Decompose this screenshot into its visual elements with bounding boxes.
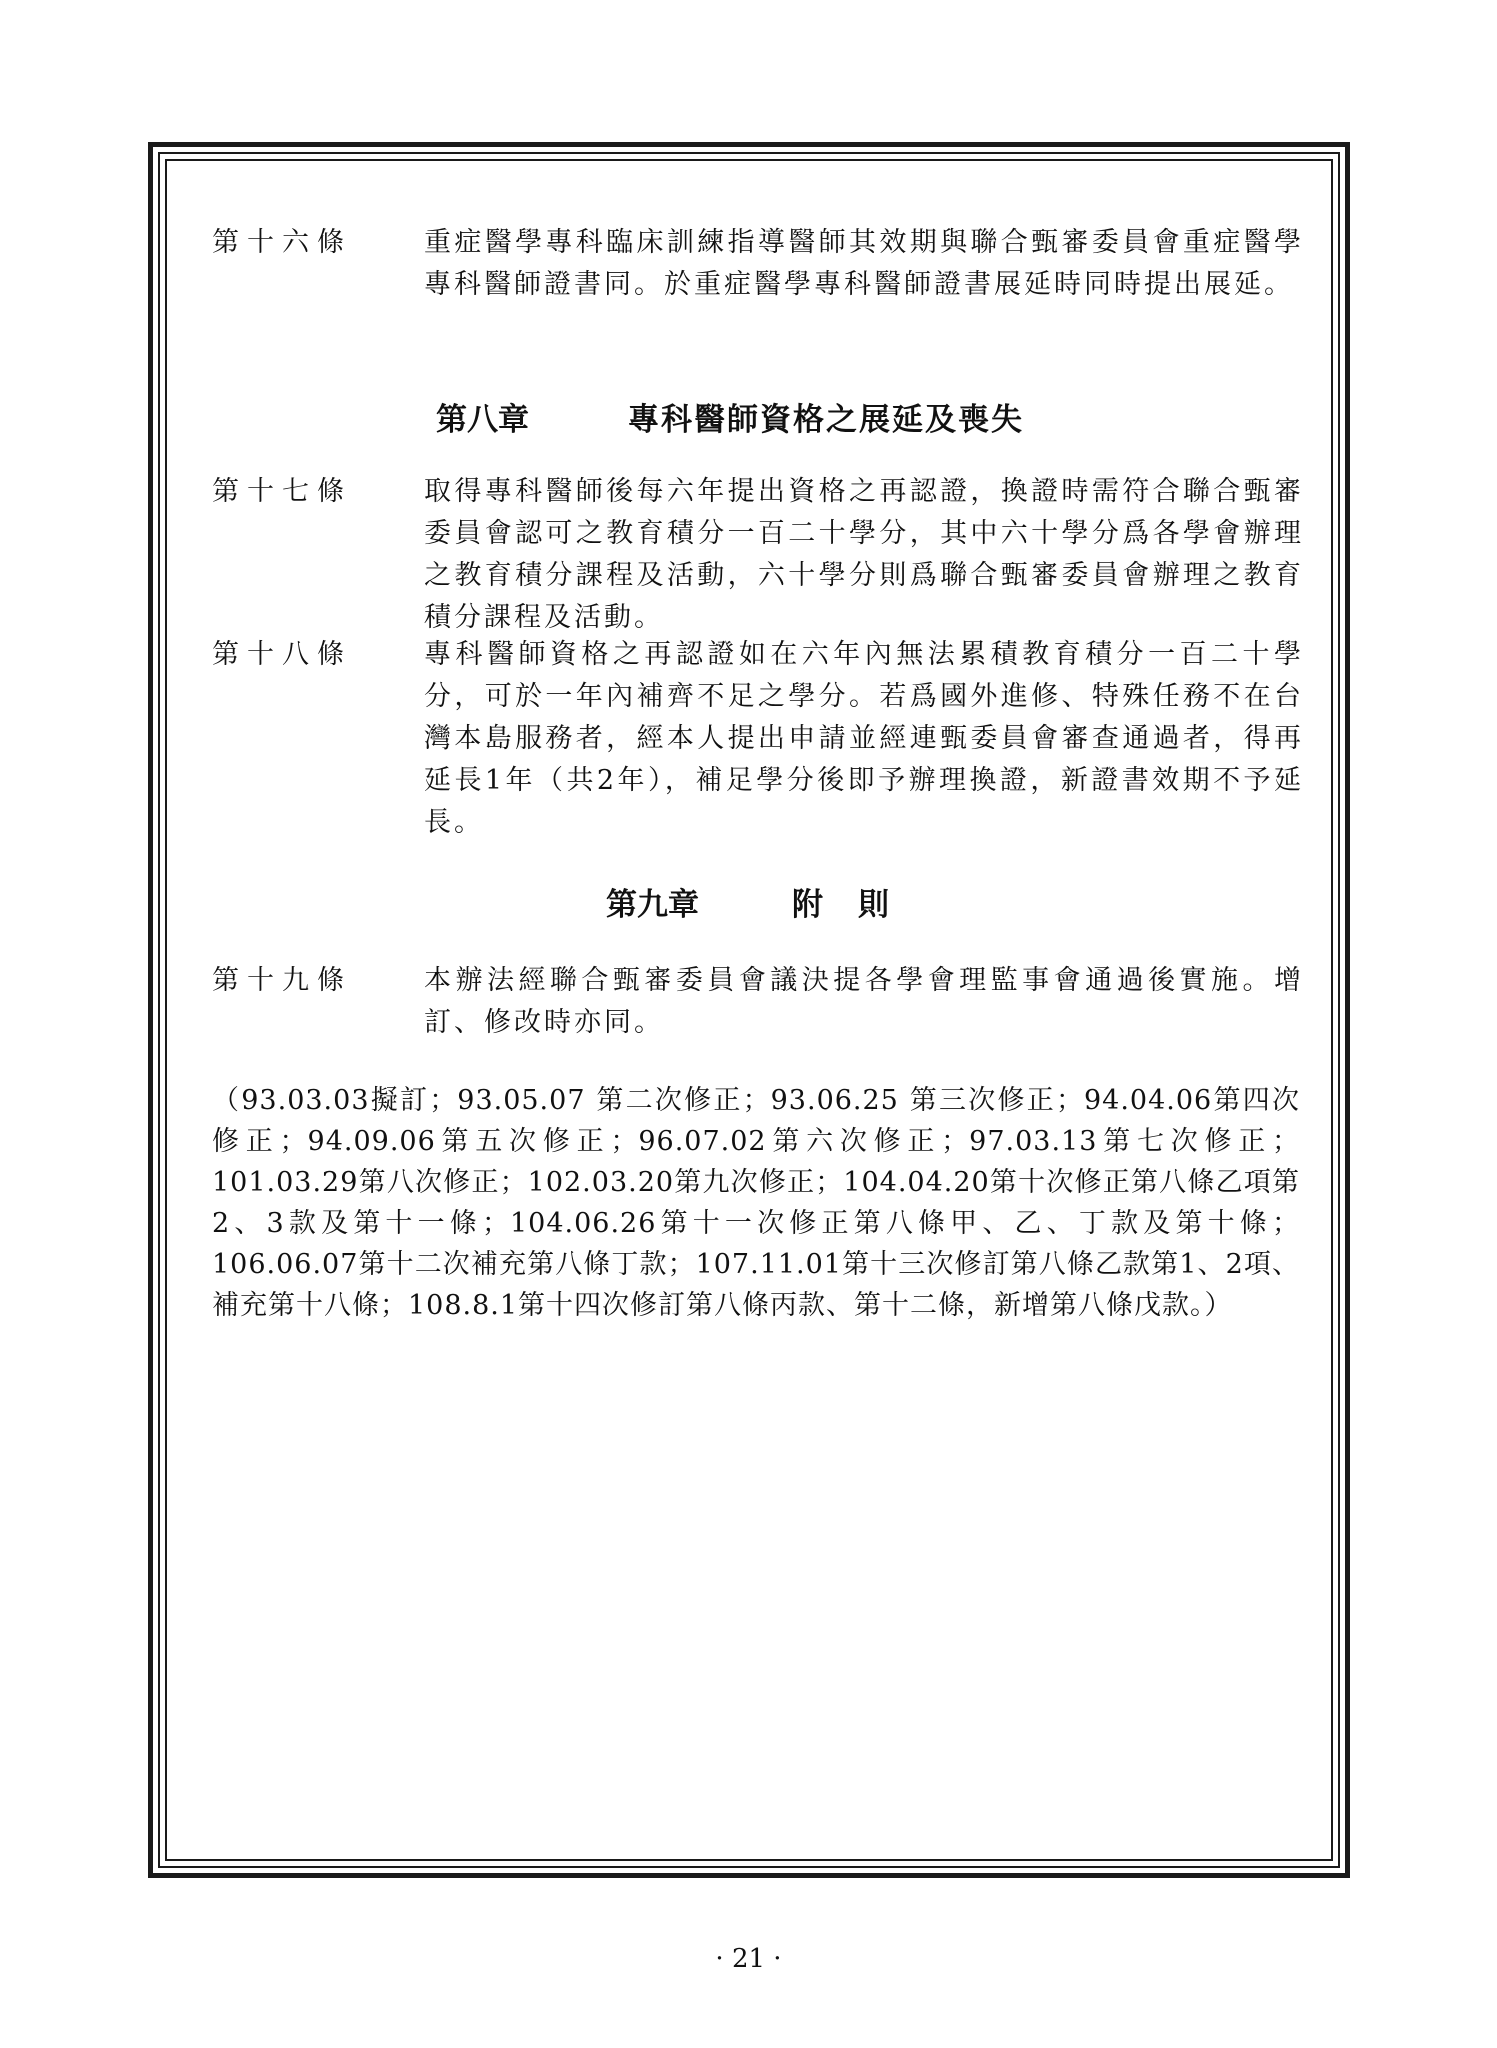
article-text: 重症醫學專科臨床訓練指導醫師其效期與聯合甄審委員會重症醫學專科醫師證書同。於重症醫學專科醫師證書展延時同時提出展延。 bbox=[424, 227, 1304, 300]
article-number: 第十九條 bbox=[212, 965, 352, 996]
revision-history: （93.03.03擬訂；93.05.07 第二次修正；93.06.25 第三次修正；94.04.06第四次修正；94.09.06第五次修正；96.07.02第六次修正；97.03.13第七次修正；101.03.29第八次修正；102.03.20第九次修正；104.04.20第十次修正第八條乙項第2、3款及第十一條；104.06.26第十一次修正第八條甲、乙、丁款及第十條；106.06.07第十二次補充第八條丁款；107.11.01第十三次修訂第八條乙款第1、2項、補充第十八條；108.8.1第十四次修訂第八條丙款、第十二條，新增第八條戊款。） bbox=[212, 1085, 1300, 1321]
article-number: 第十八條 bbox=[212, 639, 352, 670]
chapter-number: 第八章 bbox=[436, 402, 529, 438]
article-text: 取得專科醫師後每六年提出資格之再認證，換證時需符合聯合甄審委員會認可之教育積分一百二十學分，其中六十學分爲各學會辦理之教育積分課程及活動，六十學分則爲聯合甄審委員會辦理之教育積分課程及活動。 bbox=[424, 476, 1304, 633]
chapter-title: 專科醫師資格之展延及喪失 bbox=[628, 402, 1024, 438]
article-number: 第十七條 bbox=[212, 476, 352, 507]
page-number: · 21 · bbox=[715, 1944, 782, 1974]
chapter-number: 第九章 bbox=[606, 887, 699, 923]
article-text: 本辦法經聯合甄審委員會議決提各學會理監事會通過後實施。增訂、修改時亦同。 bbox=[424, 965, 1304, 1038]
article-text: 專科醫師資格之再認證如在六年內無法累積教育積分一百二十學分，可於一年內補齊不足之學分。若爲國外進修、特殊任務不在台灣本島服務者，經本人提出申請並經連甄委員會審查通過者，得再延長1年（共2年），補足學分後即予辦理換證，新證書效期不予延長。 bbox=[424, 639, 1304, 838]
chapter-title: 附 則 bbox=[792, 887, 891, 923]
article-number: 第十六條 bbox=[212, 227, 352, 258]
